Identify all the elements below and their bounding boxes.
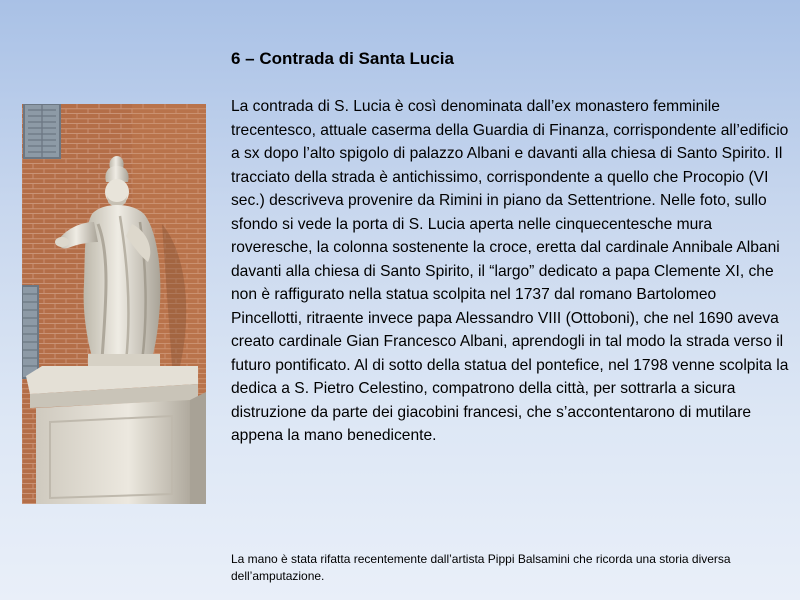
statue-photo <box>22 104 206 504</box>
slide-title: 6 – Contrada di Santa Lucia <box>231 49 454 68</box>
statue-pedestal <box>26 366 206 504</box>
statue-photo-illustration <box>22 104 206 504</box>
body-paragraph: La contrada di S. Lucia è così denominata dall’ex monastero femminile trecentesco, attuale caserma della Guardia di Finanza, corrispondente all’edificio a sx dopo l’alto spigolo di palazzo Albani e davanti alla chiesa di Santo Spirito. Il tracciato della strada è antichissimo, corrispondente a quello che Procopio (VI sec.) descriveva provenire da Rimini in piano da Settentrione. Nelle foto, sullo sfondo si vede la porta di S. Lucia aperta nelle cinquecentesche mura roveresche, la colonna sostenente la croce, eretta dal cardinale Annibale Albani davanti alla chiesa di Santo Spirito, il “largo” dedicato a papa Clemente XI, che non è raffigurato nella statua scolpita nel 1737 dal romano Bartolomeo Pincellotti, ritraente invece papa Alessandro VIII (Ottoboni), che nel 1690 aveva creato cardinale Gian Francesco Albani, aprendogli in tal modo la strada verso il futuro pontificato. Al di sotto della statua del pontefice, nel 1798 venne scolpita la dedica a S. Pietro Celestino, compatrono della città, per sottrarla a sicura distruzione da parte dei giacobini francesi, che s’accontentarono di mutilare appena la mano benedicente. <box>231 98 789 444</box>
window-shutter-top <box>24 104 60 158</box>
window-shutter-bottom <box>22 286 38 378</box>
footnote: La mano è stata rifatta recentemente dall’artista Pippi Balsamini che ricorda una storia diversa dell’amputazione. <box>231 552 731 583</box>
